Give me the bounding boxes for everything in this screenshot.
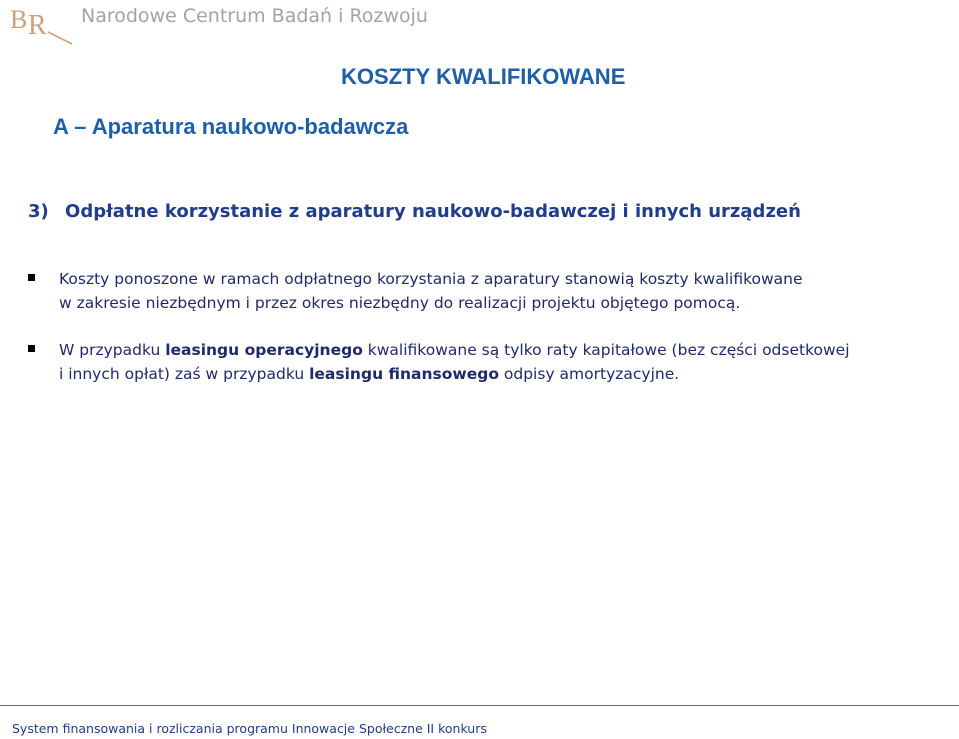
text-segment: kwalifikowane są tylko raty kapitałowe (bez części odsetkowej <box>362 341 850 359</box>
section-title: A – Aparatura naukowo-badawcza <box>53 114 409 139</box>
text-segment: W przypadku <box>59 341 166 359</box>
bullet-item <box>28 267 908 315</box>
svg-text:B: B <box>10 5 28 34</box>
text-segment: i innych opłat) zaś w przypadku <box>59 365 310 383</box>
bullet-line: Koszty ponoszone w ramach odpłatnego korzystania z aparatury stanowią koszty kwalifikowane <box>59 270 803 288</box>
text-segment: odpisy amortyzacyjne. <box>498 365 680 383</box>
square-bullet-icon <box>28 274 35 281</box>
ncbr-logo-icon <box>8 2 74 46</box>
bullet-item <box>28 338 908 386</box>
organization-name: Narodowe Centrum Badań i Rozwoju <box>81 5 428 27</box>
emphasis-text: leasingu finansowego <box>309 365 499 383</box>
bullet-line <box>59 362 908 386</box>
square-bullet-icon <box>28 345 35 352</box>
footer-divider <box>0 705 959 706</box>
svg-text:R: R <box>28 10 47 41</box>
ncbr-logo <box>8 2 74 46</box>
bullet-line <box>59 338 908 362</box>
subsection-text: Odpłatne korzystanie z aparatury naukowo-badawczej i innych urządzeń <box>65 201 801 222</box>
footer-text: System finansowania i rozliczania programu Innowacje Społeczne II konkurs <box>12 721 487 736</box>
page-title: KOSZTY KWALIFIKOWANE <box>341 64 626 89</box>
subsection-heading <box>28 201 801 222</box>
bullet-list <box>28 267 908 409</box>
emphasis-text: leasingu operacyjnego <box>165 341 363 359</box>
subsection-number: 3) <box>28 201 49 222</box>
bullet-line: w zakresie niezbędnym i przez okres niezbędny do realizacji projektu objętego pomocą. <box>59 294 741 312</box>
